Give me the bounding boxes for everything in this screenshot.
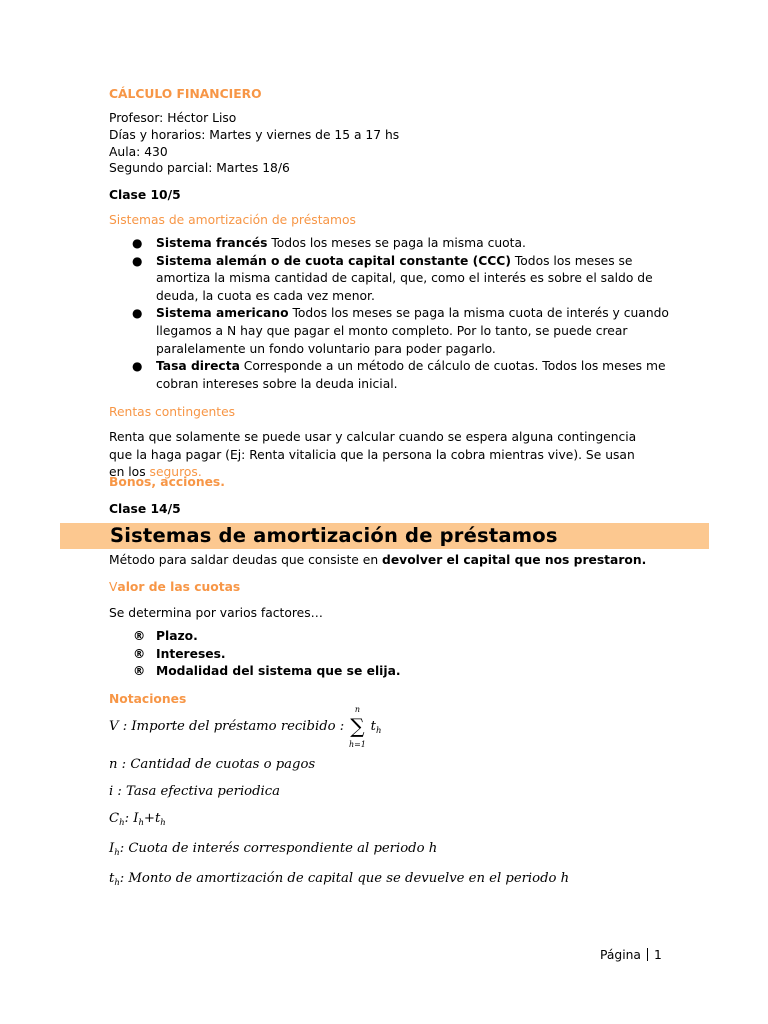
formula-th — [109, 871, 569, 888]
th-sub: h — [114, 878, 120, 888]
big-title-banner — [60, 523, 709, 549]
system-description: Todos los meses se paga la misma cuota de interés y cuando llegamos a N hay que pagar el monto completo. Por lo tanto, se puede crear paralelamente un fondo voluntario para poder pagarlo. — [156, 306, 669, 356]
method-text: Método para saldar deudas que consiste en — [109, 553, 383, 567]
system-description: Todos los meses se paga la misma cuota. — [267, 236, 526, 250]
rentas-seguros-link: seguros. — [149, 465, 202, 479]
formula-v-label: V : Importe del préstamo recibido : — [109, 719, 345, 734]
registered-icon: ® — [133, 629, 146, 643]
method-paragraph — [109, 552, 646, 569]
th-text: : Monto de amortización de capital que se devuelve en el periodo h — [119, 871, 570, 886]
section-title-rentas: Rentas contingentes — [109, 405, 236, 419]
class-label-1: Clase 10/5 — [109, 188, 181, 202]
factors-intro: Se determina por varios factores… — [109, 606, 323, 620]
systems-list — [109, 235, 669, 393]
footer-divider — [647, 948, 648, 961]
info-schedule: Días y horarios: Martes y viernes de 15 a 17 hs — [109, 128, 400, 142]
info-professor: Profesor: Héctor Liso — [109, 111, 237, 125]
ih-main: I — [109, 841, 115, 856]
big-title: Sistemas de amortización de préstamos — [110, 524, 558, 547]
notaciones-heading: Notaciones — [109, 692, 187, 706]
bullet-icon: ● — [132, 236, 143, 250]
page-number: 1 — [653, 948, 662, 962]
formula-v — [109, 705, 382, 749]
factor-text: Modalidad del sistema que se elija. — [156, 664, 401, 679]
registered-icon: ® — [133, 664, 146, 679]
sum-upper: n — [354, 705, 360, 714]
system-name: Sistema alemán o de cuota capital constante (CCC) — [156, 253, 511, 268]
factor-text: Plazo. — [156, 629, 198, 643]
system-description: Todos los meses se amortiza la misma cantidad de capital, que, como el interés es sobre el saldo de deuda, la cuota es cada vez menor. — [156, 253, 653, 303]
course-title: CÁLCULO FINANCIERO — [109, 87, 262, 101]
formula-i: i : Tasa efectiva periodica — [109, 784, 281, 799]
c-eq1: : I — [124, 811, 139, 826]
list-item — [109, 663, 401, 681]
rentas-text: Renta que solamente se puede usar y calcular cuando se espera alguna contingencia que la haga pagar (Ej: Renta vitalicia que la persona la cobra mientras vive). Se usan en los — [109, 430, 637, 479]
valor-heading — [109, 579, 240, 596]
bullet-icon: ● — [132, 306, 143, 321]
bullet-icon: ● — [132, 359, 143, 374]
system-name: Sistema francés — [156, 236, 268, 250]
formula-c — [109, 811, 166, 828]
c-sub: h — [119, 818, 125, 828]
system-name: Tasa directa — [156, 359, 240, 374]
registered-icon: ® — [133, 646, 146, 661]
c-sub3: h — [160, 818, 166, 828]
list-item — [109, 253, 669, 306]
ih-text: : Cuota de interés correspondiente al periodo h — [119, 841, 438, 856]
system-description: Corresponde a un método de cálculo de cuotas. Todos los meses me cobran intereses sobre la deuda inicial. — [156, 359, 666, 391]
summation-icon: n ∑ h=1 — [348, 716, 366, 737]
section-title-amortization: Sistemas de amortización de préstamos — [109, 213, 356, 227]
formula-ih — [109, 841, 437, 858]
factors-list — [109, 628, 401, 681]
factor-text: Intereses. — [156, 646, 226, 661]
sum-term-sub: h — [375, 726, 382, 736]
bullet-icon: ● — [132, 253, 143, 268]
sum-term: t — [370, 719, 376, 734]
page-footer — [600, 948, 662, 962]
sum-lower: h=1 — [348, 740, 366, 749]
list-item — [109, 646, 401, 664]
method-bold: devolver el capital que nos prestaron. — [382, 553, 647, 567]
valor-rest: alor de las cuotas — [117, 580, 241, 594]
c-main: C — [109, 811, 120, 826]
valor-initial: V — [109, 580, 118, 594]
page-label: Página — [600, 948, 641, 962]
c-eq2: +t — [143, 811, 161, 826]
th-main: t — [109, 871, 115, 886]
list-item — [109, 235, 669, 253]
list-item — [109, 305, 669, 358]
ih-sub: h — [114, 848, 120, 858]
c-sub2: h — [138, 818, 144, 828]
list-item — [109, 628, 401, 646]
info-room: Aula: 430 — [109, 145, 168, 159]
formula-n: n : Cantidad de cuotas o pagos — [109, 757, 316, 772]
info-exam: Segundo parcial: Martes 18/6 — [109, 161, 290, 175]
class-label-2: Clase 14/5 — [109, 502, 181, 516]
bonos-heading: Bonos, acciones. — [109, 475, 225, 489]
list-item — [109, 358, 669, 393]
system-name: Sistema americano — [156, 306, 289, 321]
